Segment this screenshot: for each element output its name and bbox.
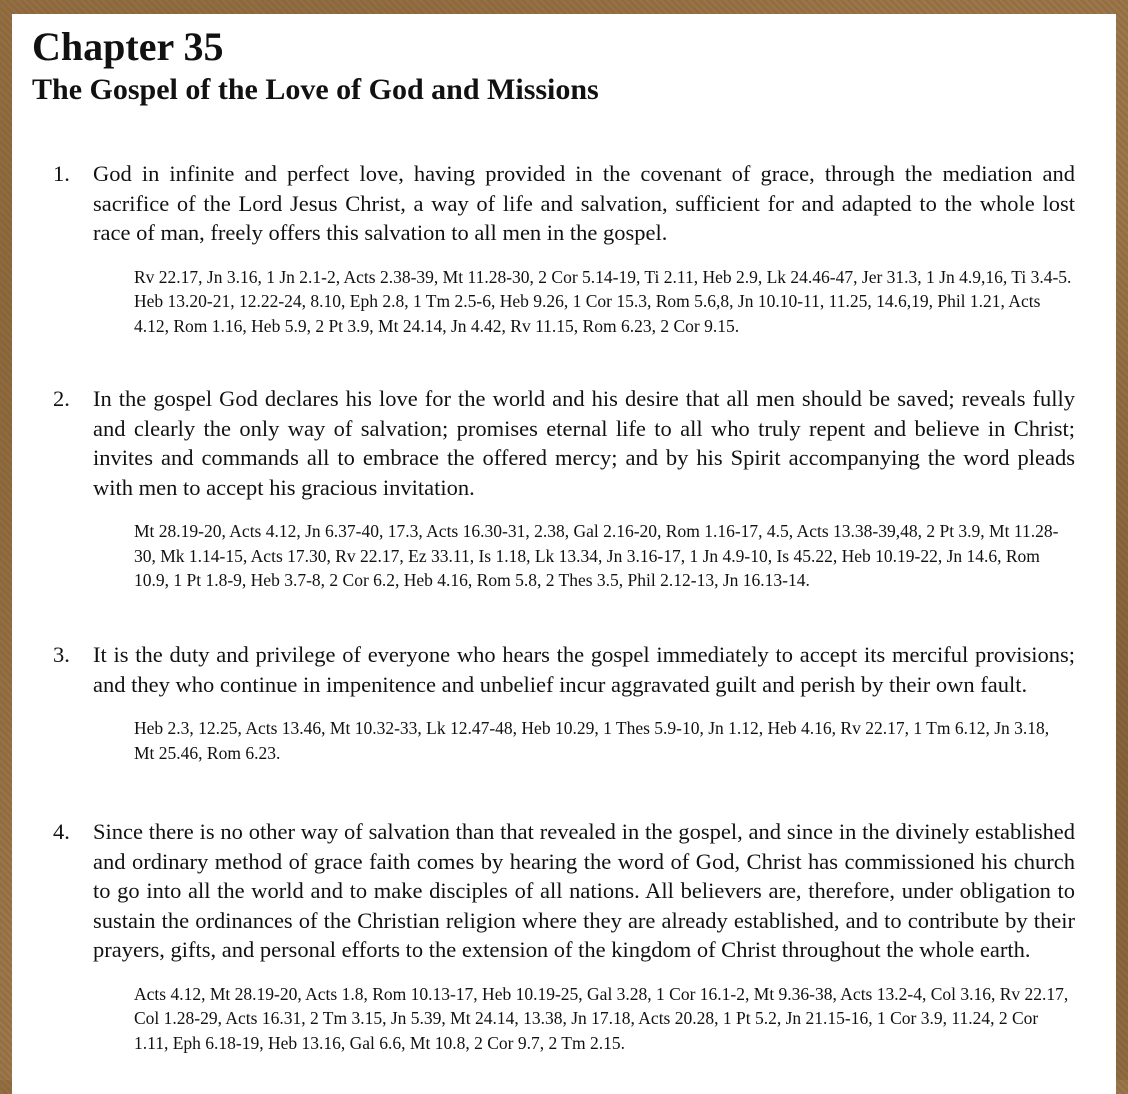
- scripture-references: Heb 2.3, 12.25, Acts 13.46, Mt 10.32-33, Lk 12.47-48, Heb 10.29, 1 Thes 5.9-10, Jn 1.12, Heb 4.16, Rv 22.17, 1 Tm 6.12, Jn 3.18, Mt 25.46, Rom 6.23.: [134, 718, 1050, 763]
- scripture-references: Acts 4.12, Mt 28.19-20, Acts 1.8, Rom 10.13-17, Heb 10.19-25, Gal 3.28, 1 Cor 16.1-2, Mt 9.36-38, Acts 13.2-4, Col 3.16, Rv 22.17, Col 1.28-29, Acts 16.31, 2 Tm 3.15, Jn 5.39, Mt 24.14, 13.38, Jn 17.18, Acts 20.28, 1 Pt 5.2, Jn 21.15-16, 1 Cor 3.9, 11.24, 2 Cor 1.11, Eph 6.18-19, Heb 13.16, Gal 6.6, Mt 10.8, 2 Cor 9.7, 2 Tm 2.15.: [134, 983, 1069, 1053]
- article-number: 3.: [53, 642, 70, 667]
- article-item-4: [53, 817, 1083, 1055]
- scripture-references: Rv 22.17, Jn 3.16, 1 Jn 2.1-2, Acts 2.38-39, Mt 11.28-30, 2 Cor 5.14-19, Ti 2.11, Heb 2.9, Lk 24.46-47, Jer 31.3, 1 Jn 4.9,16, Ti 3.4-5. Heb 13.20-21, 12.22-24, 8.10, Eph 2.8, 1 Tm 2.5-6, Heb 9.26, 1 Cor 15.3, Rom 5.6,8, Jn 10.10-11, 11.25, 14.6,19, Phil 1.21, Acts 4.12, Rom 1.16, Heb 5.9, 2 Pt 3.9, Mt 24.14, Jn 4.42, Rv 11.15, Rom 6.23, 2 Cor 9.15.: [134, 266, 1072, 336]
- article-text: In the gospel God declares his love for the world and his desire that all men should be saved; reveals fully and clearly the only way of salvation; promises eternal life to all who truly repent and believe in Christ; invites and commands all to embrace the offered mercy; and by his Spirit accompanying the word pleads with men to accept his gracious invitation.: [93, 386, 1075, 500]
- chapter-number: Chapter 35: [32, 24, 224, 69]
- scripture-references: Mt 28.19-20, Acts 4.12, Jn 6.37-40, 17.3, Acts 16.30-31, 2.38, Gal 2.16-20, Rom 1.16-17, 4.5, Acts 13.38-39,48, 2 Pt 3.9, Mt 11.28-30, Mk 1.14-15, Acts 17.30, Rv 22.17, Ez 33.11, Is 1.18, Lk 13.34, Jn 3.16-17, 1 Jn 4.9-10, Is 45.22, Heb 10.19-22, Jn 14.6, Rom 10.9, 1 Pt 1.8-9, Heb 3.7-8, 2 Cor 6.2, Heb 4.16, Rom 5.8, 2 Thes 3.5, Phil 2.12-13, Jn 16.13-14.: [134, 521, 1059, 591]
- article-item-3: [53, 640, 1083, 765]
- article-number: 4.: [53, 819, 70, 844]
- article-number: 2.: [53, 386, 70, 411]
- article-item-2: [53, 384, 1083, 593]
- document-page: [12, 14, 1116, 1094]
- article-number: 1.: [53, 161, 70, 186]
- article-item-1: [53, 159, 1083, 338]
- article-text: Since there is no other way of salvation than that revealed in the gospel, and since in the divinely established and ordinary method of grace faith comes by hearing the word of God, Christ has commissioned his church to go into all the world and to make disciples of all nations. All believers are, therefore, under obligation to sustain the ordinances of the Christian religion where they are already established, and to contribute by their prayers, gifts, and personal efforts to the extension of the kingdom of Christ throughout the whole earth.: [93, 819, 1075, 962]
- article-text: It is the duty and privilege of everyone who hears the gospel immediately to accept its merciful provisions; and they who continue in impenitence and unbelief incur aggravated guilt and perish by their own fault.: [93, 642, 1075, 697]
- article-text: God in infinite and perfect love, having provided in the covenant of grace, through the mediation and sacrifice of the Lord Jesus Christ, a way of life and salvation, sufficient for and adapted to the whole lost race of man, freely offers this salvation to all men in the gospel.: [93, 161, 1075, 245]
- chapter-title: The Gospel of the Love of God and Missions: [32, 73, 599, 106]
